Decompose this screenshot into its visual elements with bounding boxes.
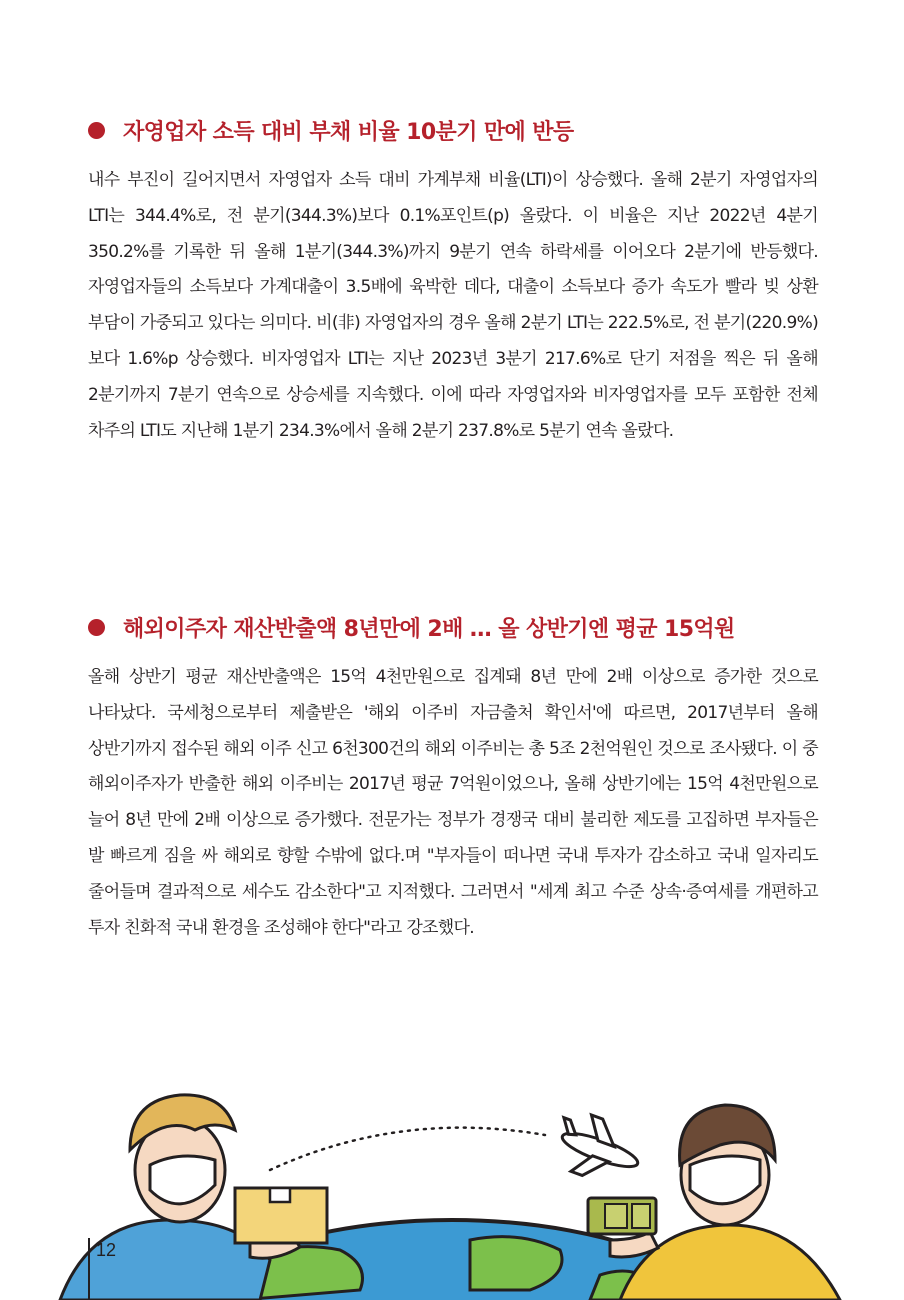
flight-path <box>270 1128 545 1170</box>
section-heading <box>88 113 818 147</box>
section-heading <box>88 610 818 644</box>
section-emigrant-assets <box>88 610 818 946</box>
section-title: 해외이주자 재산반출액 8년만에 2배 … 올 상반기엔 평균 15억원 <box>123 616 735 642</box>
page-number: 12 <box>88 1238 116 1300</box>
emigration-illustration <box>0 1080 904 1300</box>
bullet-icon <box>88 122 105 139</box>
section-body: 올해 상반기 평균 재산반출액은 15억 4천만원으로 집계돼 8년 만에 2배 이상으로 증가한 것으로 나타났다. 국세청으로부터 제출받은 '해외 이주비 자금출처 확인서'에 따르면, 2017년부터 올해 상반기까지 접수된 해외 이주 신고 6천300건의 해외 이주비는 총 5조 2천억원인 것으로 조사됐다. 이 중 해외이주자가 반출한 해외 이주비는 2017년 평균 7억원이었으나, 올해 상반기에는 15억 4천만원으로 늘어 8년 만에 2배 이상으로 증가했다. 전문가는 정부가 경쟁국 대비 불리한 제도를 고집하면 부자들은 발 빠르게 짐을 싸 해외로 향할 수밖에 없다.며 "부자들이 떠나면 국내 투자가 감소하고 국내 일자리도 줄어들며 결과적으로 세수도 감소한다"고 지적했다. 그러면서 "세계 최고 수준 상속·증여세를 개편하고 투자 친화적 국내 환경을 조성해야 한다"라고 강조했다. <box>88 667 818 938</box>
bullet-icon <box>88 619 105 636</box>
money-icon <box>588 1198 656 1234</box>
section-self-employed-debt <box>88 113 818 449</box>
section-body: 내수 부진이 길어지면서 자영업자 소득 대비 가계부채 비율(LTI)이 상승했다. 올해 2분기 자영업자의 LTI는 344.4%로, 전 분기(344.3%)보다 0.1%포인트(p) 올랐다. 이 비율은 지난 2022년 4분기 350.2%를 기록한 뒤 올해 1분기(344.3%)까지 9분기 연속 하락세를 이어오다 2분기에 반등했다. 자영업자들의 소득보다 가계대출이 3.5배에 육박한 데다, 대출이 소득보다 증가 속도가 빨라 빚 상환 부담이 가중되고 있다는 의미다. 비(非) 자영업자의 경우 올해 2분기 LTI는 222.5%로, 전 분기(220.9%)보다 1.6%p 상승했다. 비자영업자 LTI는 지난 2023년 3분기 217.6%로 단기 저점을 찍은 뒤 올해 2분기까지 7분기 연속으로 상승세를 지속했다. 이에 따라 자영업자와 비자영업자를 모두 포함한 전체 차주의 LTI도 지난해 1분기 234.3%에서 올해 2분기 237.8%로 5분기 연속 올랐다. <box>88 170 818 441</box>
box-icon <box>235 1188 327 1243</box>
airplane-icon <box>547 1106 647 1191</box>
section-title: 자영업자 소득 대비 부채 비율 10분기 만에 반등 <box>123 119 574 145</box>
